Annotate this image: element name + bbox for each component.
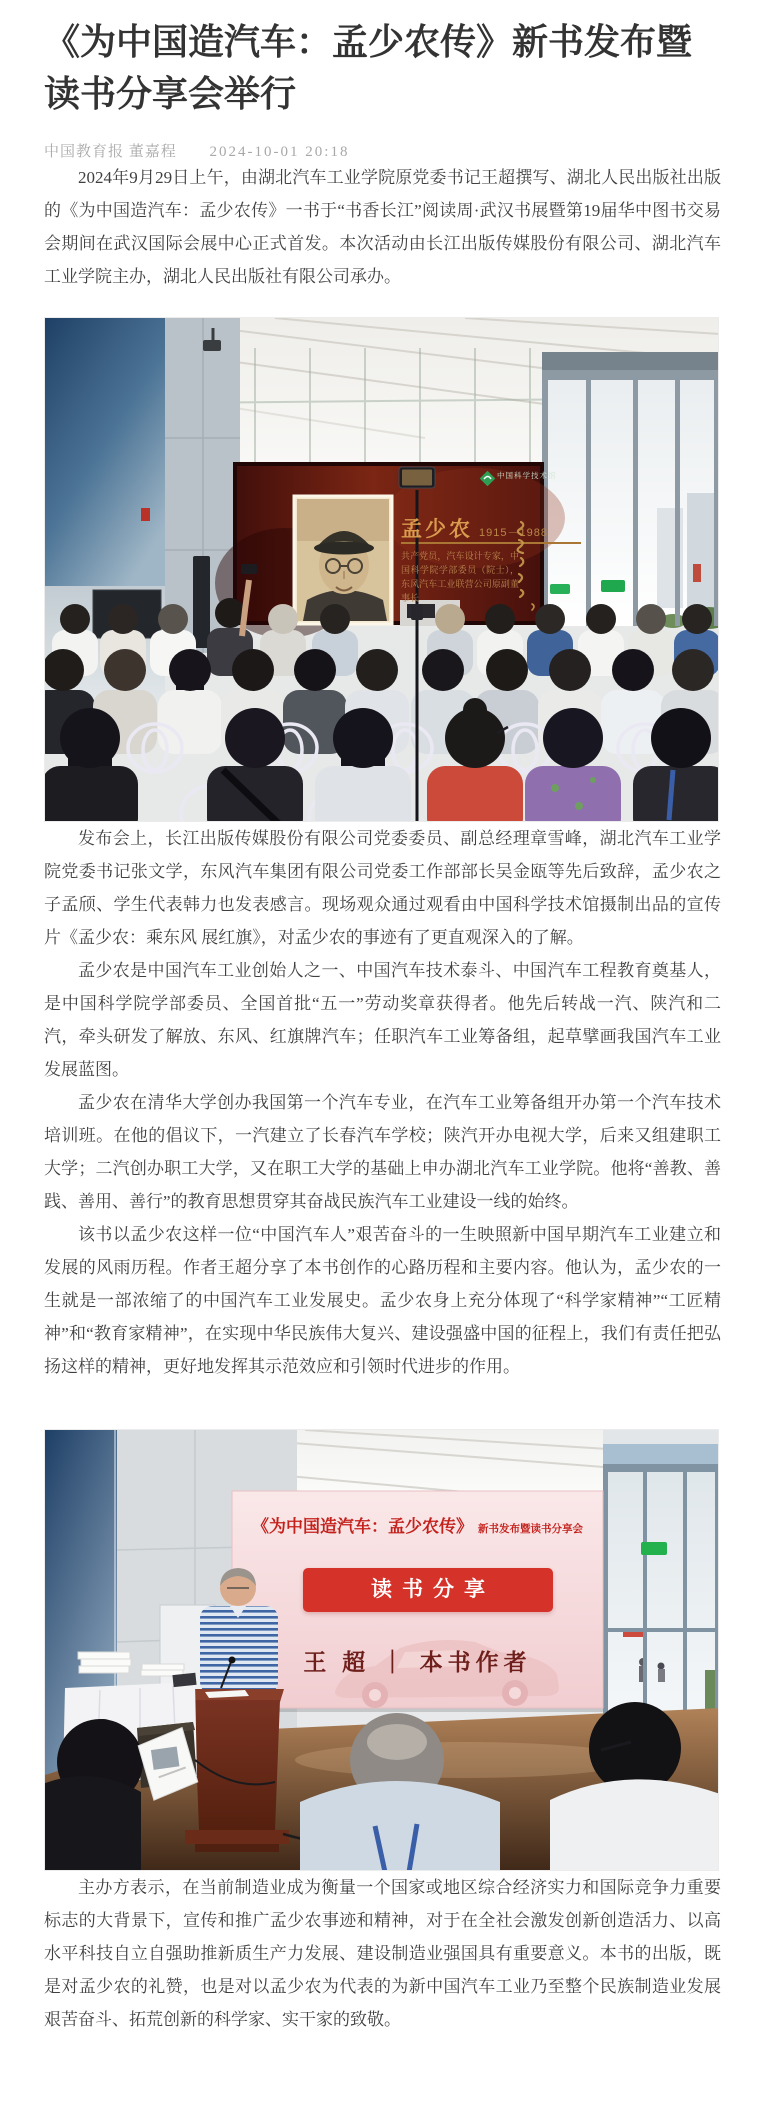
- byline: [44, 140, 721, 161]
- museum-logo-label: 中国科学技术馆: [497, 471, 557, 480]
- exit-sign-icon: [601, 580, 625, 592]
- glass-blue-band: [603, 1444, 719, 1464]
- byline-source: 中国教育报: [44, 144, 125, 160]
- article-paragraph: 孟少农在清华大学创办我国第一个汽车专业，在汽车工业筹备组开办第一个汽车技术培训班。在他的倡议下，一汽建立了长春汽车学校；陕汽开办电视大学，后来又组建职工大学；二汽创办职工大学，又在职工大学的基础上申办湖北汽车工业学院。他将“善教、善践、善用、善行”的教育思想贯穿其奋战民族汽车工业建设一线的始终。: [44, 1093, 721, 1211]
- photo1-scene: [45, 318, 719, 822]
- backdrop-speaker-line: 王 超 ｜ 本书作者: [303, 1650, 532, 1675]
- exit-sign-icon-2: [550, 584, 570, 594]
- red-object-outside: [693, 564, 701, 582]
- byline-datetime: 2024-10-01 20:18: [209, 144, 350, 160]
- article-paragraph: 发布会上，长江出版传媒股份有限公司党委委员、副总经理章雪峰，湖北汽车工业学院党委书记张文学，东风汽车集团有限公司党委工作部部长吴金瓯等先后致辞，孟少农之子孟颀、学生代表韩力也发表感言。现场观众通过观看由中国科学技术馆摄制出品的宣传片《孟少农：乘东风 展红旗》，对孟少农的事迹有了更直观深入的了解。: [44, 829, 721, 947]
- article-paragraph: 主办方表示，在当前制造业成为衡量一个国家或地区综合经济实力和国际竞争力重要标志的大背景下，宣传和推广孟少农事迹和精神，对于在全社会激发创新创造活力、以高水平科技自立自强助推新质生产力发展、建设制造业强国具有重要意义。本书的出版，既是对孟少农的礼赞，也是对以孟少农为代表的为新中国汽车工业乃至整个民族制造业发展艰苦奋斗、拓荒创新的科学家、实干家的致敬。: [44, 1878, 721, 2029]
- exit-sign-icon: [641, 1542, 667, 1555]
- screen-years: 1915－1988: [479, 527, 548, 539]
- door-header: [542, 352, 719, 370]
- portrait-of-meng-shaonong: [297, 499, 389, 621]
- photo-launch-audience[interactable]: [44, 317, 719, 822]
- page-title: 《为中国造汽车：孟少农传》新书发布暨读书分享会举行: [44, 21, 693, 114]
- screen-name: 孟少农: [401, 517, 473, 541]
- fire-alarm-box: [141, 508, 150, 521]
- article: [0, 16, 765, 2054]
- photo-author-sharing[interactable]: [44, 1429, 719, 1871]
- blue-wall-panel: [45, 318, 165, 586]
- article-paragraph: 该书以孟少农这样一位“中国汽车人”艰苦奋斗的一生映照新中国早期汽车工业建立和发展的风雨历程。作者王超分享了本书创作的心路历程和主要内容。他认为，孟少农的一生就是一部浓缩了的中国汽车工业发展史。孟少农身上充分体现了“科学家精神”“工匠精神”和“教育家精神”，在实现中华民族伟大复兴、建设强盛中国的征程上，我们有责任把弘扬这样的精神，更好地发挥其示范效应和引领时代进步的作用。: [44, 1225, 721, 1376]
- glass-top: [603, 1430, 719, 1444]
- byline-author: 董嘉程: [128, 144, 177, 160]
- article-paragraph: 孟少农是中国汽车工业创始人之一、中国汽车技术泰斗、中国汽车工程教育奠基人，是中国科学院学部委员、全国首批“五一”劳动奖章获得者。他先后转战一汽、陕汽和二汽，牵头研发了解放、东风、红旗牌汽车；任职汽车工业筹备组，起草擘画我国汽车工业发展蓝图。: [44, 961, 721, 1079]
- speaker-column: [193, 556, 210, 648]
- screen-bio: 共产党员，汽车设计专家，中国科学院学部委员（院士），东风汽车工业联营公司原副董事长: [401, 551, 519, 603]
- backdrop-banner: 读书分享: [303, 1568, 553, 1612]
- backdrop-subtitle: 新书发布暨读书分享会: [478, 1523, 583, 1535]
- device-on-table: [172, 1673, 196, 1687]
- article-paragraph: 2024年9月29日上午，由湖北汽车工业学院原党委书记王超撰写、湖北人民出版社出版的《为中国造汽车：孟少农传》一书于“书香长江”阅读周·武汉书展暨第19届华中图书交易会期间在武汉国际会展中心正式首发。本次活动由长江出版传媒股份有限公司、湖北汽车工业学院主办，湖北人民出版社有限公司承办。: [44, 168, 721, 286]
- backdrop-book-title: 《为中国造汽车：孟少农传》: [252, 1517, 473, 1536]
- floor-highlight: [295, 1742, 635, 1778]
- backdrop-title-row: [232, 1512, 603, 1537]
